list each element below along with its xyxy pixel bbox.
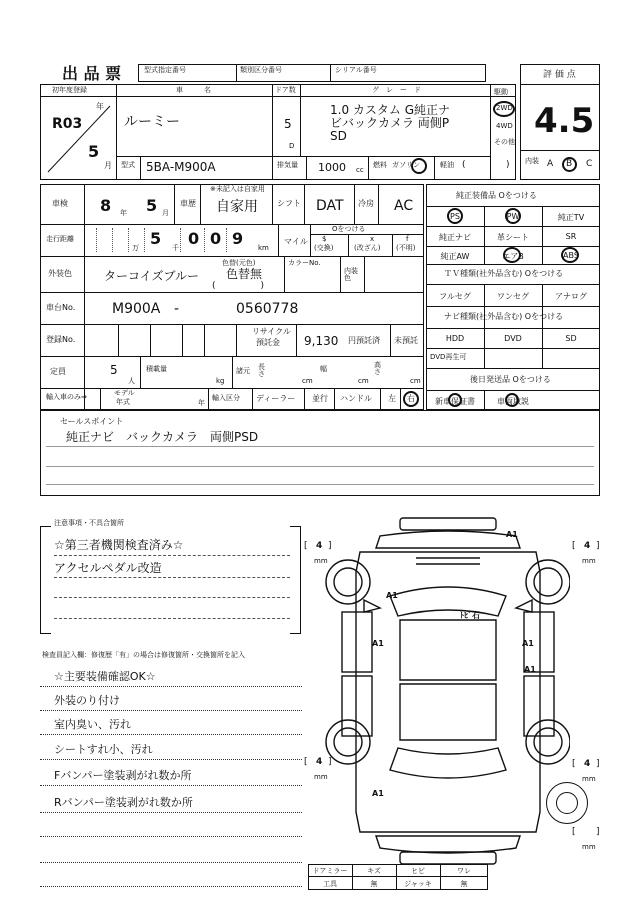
equip-aw: 純正AW [440,252,470,261]
height-unit: cm [410,377,421,385]
legend-value-1: 無 [370,880,378,888]
history-note: ※未記入は自家用 [210,185,265,193]
mileage-digit-0a: 0 [188,229,200,248]
inspector-item-1: ☆主要装備確認OK☆ [54,670,156,683]
color-value: ターコイズブルー [104,269,200,283]
tire-spare-bracket-open: [ [572,827,576,837]
tire-spare-unit: mm [582,843,596,851]
color-change-value: 色替無 [226,267,263,281]
note-item-2: アクセルペダル改造 [54,561,162,575]
tv-header: ＴＶ種類(社外品含む) Oをつける [444,269,564,278]
tv-oneseg: ワンセグ [497,292,529,301]
doors-value: 5 [284,117,292,131]
import-label: 輸入車のみ⇒ [46,393,87,401]
width-unit: cm [358,377,369,385]
doors-unit: D [289,142,295,150]
dims-label: 諸元 [236,367,250,375]
nav-dvd: DVD [504,334,522,343]
tire-rl-unit: mm [314,773,328,781]
inspector-item-6: Rバンパー塗装剥がれ数か所 [54,796,193,809]
length-unit: cm [302,377,313,385]
chassis-label: 車台No. [46,303,76,312]
tire-fl-depth: 4 [316,541,323,551]
import-parallel: 並行 [312,394,328,403]
shaken-year: 8 [100,196,112,215]
mileage-km: km [258,244,269,252]
tamper-label: (改ざん) [354,244,381,252]
swap-mark: $ [322,235,327,243]
handle-label: ハンドル [340,394,372,403]
recycle-unpaid: 未預託 [394,336,418,345]
year-mark: 年 [96,102,104,111]
displacement-value: 1000 [318,161,346,174]
type-number-label: 型式指定番号 [144,66,186,74]
inspector-item-3: 室内臭い、汚れ [54,718,131,731]
reg-no-label: 登録No. [46,335,76,344]
interior-b: B [566,159,573,169]
history-value: 自家用 [216,199,258,215]
mark-a1-right-door: A1 [522,639,534,648]
unknown-mark: f [406,235,409,243]
tv-fullseg: フルセグ [439,292,471,301]
tire-fr-unit: mm [582,557,596,565]
displacement-unit: cc [356,166,364,174]
mark-a1-hood: A1 [386,591,398,600]
capacity-unit: 人 [128,377,135,385]
tire-rr-depth: 4 [584,759,591,769]
drive-2wd: 2WD [496,104,513,112]
mark-a1-front-bumper: A1 [506,530,518,539]
mileage-man: 万 [132,244,139,252]
legend-header-crack: ヒビ [411,867,425,875]
legend-header-break: ワレ [457,867,471,875]
tire-rl-depth: 4 [316,757,323,767]
color-change-label: 色替(元色) [222,259,256,267]
inspector-item-5: Fバンパー塗装剥がれ数か所 [54,769,192,782]
equip-abs: ABS [563,251,579,260]
tire-fr-bracket-close: ] [596,541,600,551]
sales-point-label: セールスポイント [60,417,124,426]
shaken-month: 5 [146,196,158,215]
note-item-1: ☆第三者機関検査済み☆ [54,538,184,552]
mileage-sen: 千 [172,244,179,252]
later-header: 後日発送品 Oをつける [470,375,551,384]
legend-header-scratch: キズ [367,867,381,875]
mileage-digit-5: 5 [150,229,162,248]
capacity-value: 5 [110,363,118,377]
capacity-label: 定員 [50,367,66,376]
recycle-label-1: リサイクル [252,327,291,336]
model-year-label-2: 年式 [116,398,130,406]
displacement-label: 排気量 [277,161,298,169]
width-label: 幅 [320,365,327,373]
equip-airbag: エアB [502,252,524,261]
model-label: 型式 [121,161,135,169]
inspector-item-4: シートすれ小、汚れ [54,743,153,756]
recycle-label-2: 預託金 [256,338,280,347]
drive-other: その他 [494,138,515,146]
drive-label: 駆動 [494,88,508,96]
notes-label: 注意事項・不具合箇所 [54,519,124,527]
model-year-label-1: モデル [114,389,135,397]
drive-4wd: 4WD [496,122,513,130]
model-year-suffix: 年 [198,399,205,407]
first-reg-month: 5 [88,142,100,161]
tire-fr-bracket-open: [ [572,541,576,551]
tamper-mark: x [370,235,375,243]
tv-analog: アナログ [555,292,587,301]
inspector-item-2: 外装のり付け [54,694,120,707]
mile-label: マイル [284,237,308,246]
color-change-paren: ( ) [212,281,265,291]
handle-left: 左 [388,394,396,403]
mileage-label: 走行距離 [46,235,74,243]
length-label: 長さ [258,363,265,378]
tire-rr-unit: mm [582,775,596,783]
score-value: 4.5 [534,101,595,141]
grade-label: グ レ ー ド [372,86,421,94]
fuel-diesel: 軽油 [440,161,454,169]
serial-number-label: シリアル番号 [335,66,377,74]
mark-a1-right-rear-door: A1 [524,665,536,674]
tire-rl-bracket-close: ] [328,757,332,767]
header-number-box [138,64,486,82]
chassis-dash: - [174,301,180,317]
legend-value-tools: 工具 [323,880,337,888]
month-mark: 月 [104,161,112,170]
swap-label: (交換) [314,244,334,252]
equip-navi: 純正ナビ [439,233,471,242]
tire-rr-bracket-open: [ [572,759,576,769]
grade-line-2: ビバックカメラ 両側P [330,116,450,130]
interior-color-label: 内装色 [344,267,358,282]
load-unit: kg [216,377,225,385]
mileage-digit-9: 9 [232,229,244,248]
equip-sr: SR [565,232,577,241]
paren-close: ) [506,160,510,170]
equip-leather: 革シート [497,233,529,242]
unknown-label: (不明) [396,244,416,252]
height-label: 高さ [374,361,381,376]
color-no-label: カラーNo. [288,259,321,267]
later-manual: 車両取説 [497,397,529,406]
load-label: 積載量 [146,365,167,373]
car-name: ルーミー [124,114,180,130]
car-diagram [320,512,570,872]
tire-fr-depth: 4 [584,541,591,551]
cooling-label: 冷房 [358,199,374,208]
nav-sd: SD [565,334,577,343]
first-reg-label: 初年度登録 [52,86,87,94]
score-label: 評 価 点 [543,70,576,80]
paren-open: ( [462,160,466,170]
import-dealer: ディーラー [256,394,296,403]
mark-chip: ﾄﾋﾞ石 [460,611,480,620]
cooling-value: AC [394,198,414,214]
tire-fl-bracket-open: [ [304,541,308,551]
nav-header: ナビ種類(社外品含む) Oをつける [444,312,564,321]
model-value: 5BA-M900A [146,160,216,174]
history-label: 車歴 [180,199,196,208]
equip-ps: PS [450,212,460,221]
equip-pw: PW [506,212,520,221]
shift-label: シフト [277,199,301,208]
recycle-amount: 9,130 [304,334,339,348]
nav-hdd: HDD [445,334,465,343]
inspector-label: 検査員記入欄：修復歴「有」の場合は修復箇所・交換箇所を記入 [42,651,245,659]
handle-right: 右 [407,394,415,403]
shaken-label: 車検 [52,199,68,208]
chassis-number: 0560778 [236,301,299,317]
tire-fl-bracket-close: ] [328,541,332,551]
first-reg-year: R03 [52,116,83,132]
shift-value: DAT [316,198,344,214]
grade-line-3: SD [330,129,347,143]
tire-rr-bracket-close: ] [596,759,600,769]
equip-tv: 純正TV [557,213,585,222]
later-warranty: 新車保証書 [435,397,475,406]
shaken-year-unit: 年 [120,209,127,217]
import-type-label: 輸入区分 [212,394,240,402]
equipment-header: 純正装備品 Oをつける [456,191,537,200]
interior-c: C [586,159,593,169]
color-label: 外装色 [48,269,72,278]
fuel-label: 燃料 [373,161,387,169]
car-name-label: 車 名 [176,86,211,94]
legend-header-mirror: ドアミラー [312,867,348,875]
sales-point-text: 純正ナビ バックカメラ 両側PSD [66,430,259,444]
mark-a1-rear-bumper: A1 [372,789,384,798]
legend-value-2: 無 [460,880,468,888]
interior-a: A [547,159,554,169]
dvd-playback: DVD再生可 [430,353,467,361]
tire-fl-unit: mm [314,557,328,565]
category-number-label: 類別区分番号 [240,66,282,74]
form-title: 出 品 票 [62,64,122,83]
grade-line-1: 1.0 カスタム G純正ナ [330,103,451,117]
interior-label: 内装 [525,157,539,165]
doors-label: ドア数 [275,86,296,94]
tire-rl-bracket-open: [ [304,757,308,767]
circle-note: Oをつける [332,225,366,233]
recycle-paid: 円預託済 [348,336,380,345]
legend-value-jack: ジャッキ [404,880,432,888]
mark-a1-left-door: A1 [372,639,384,648]
shaken-month-unit: 月 [162,209,169,217]
mileage-digit-0b: 0 [210,229,222,248]
tire-spare-bracket-close: ] [596,827,600,837]
chassis-prefix: M900A [112,301,161,317]
fuel-gasoline: ガソリン [392,161,420,169]
